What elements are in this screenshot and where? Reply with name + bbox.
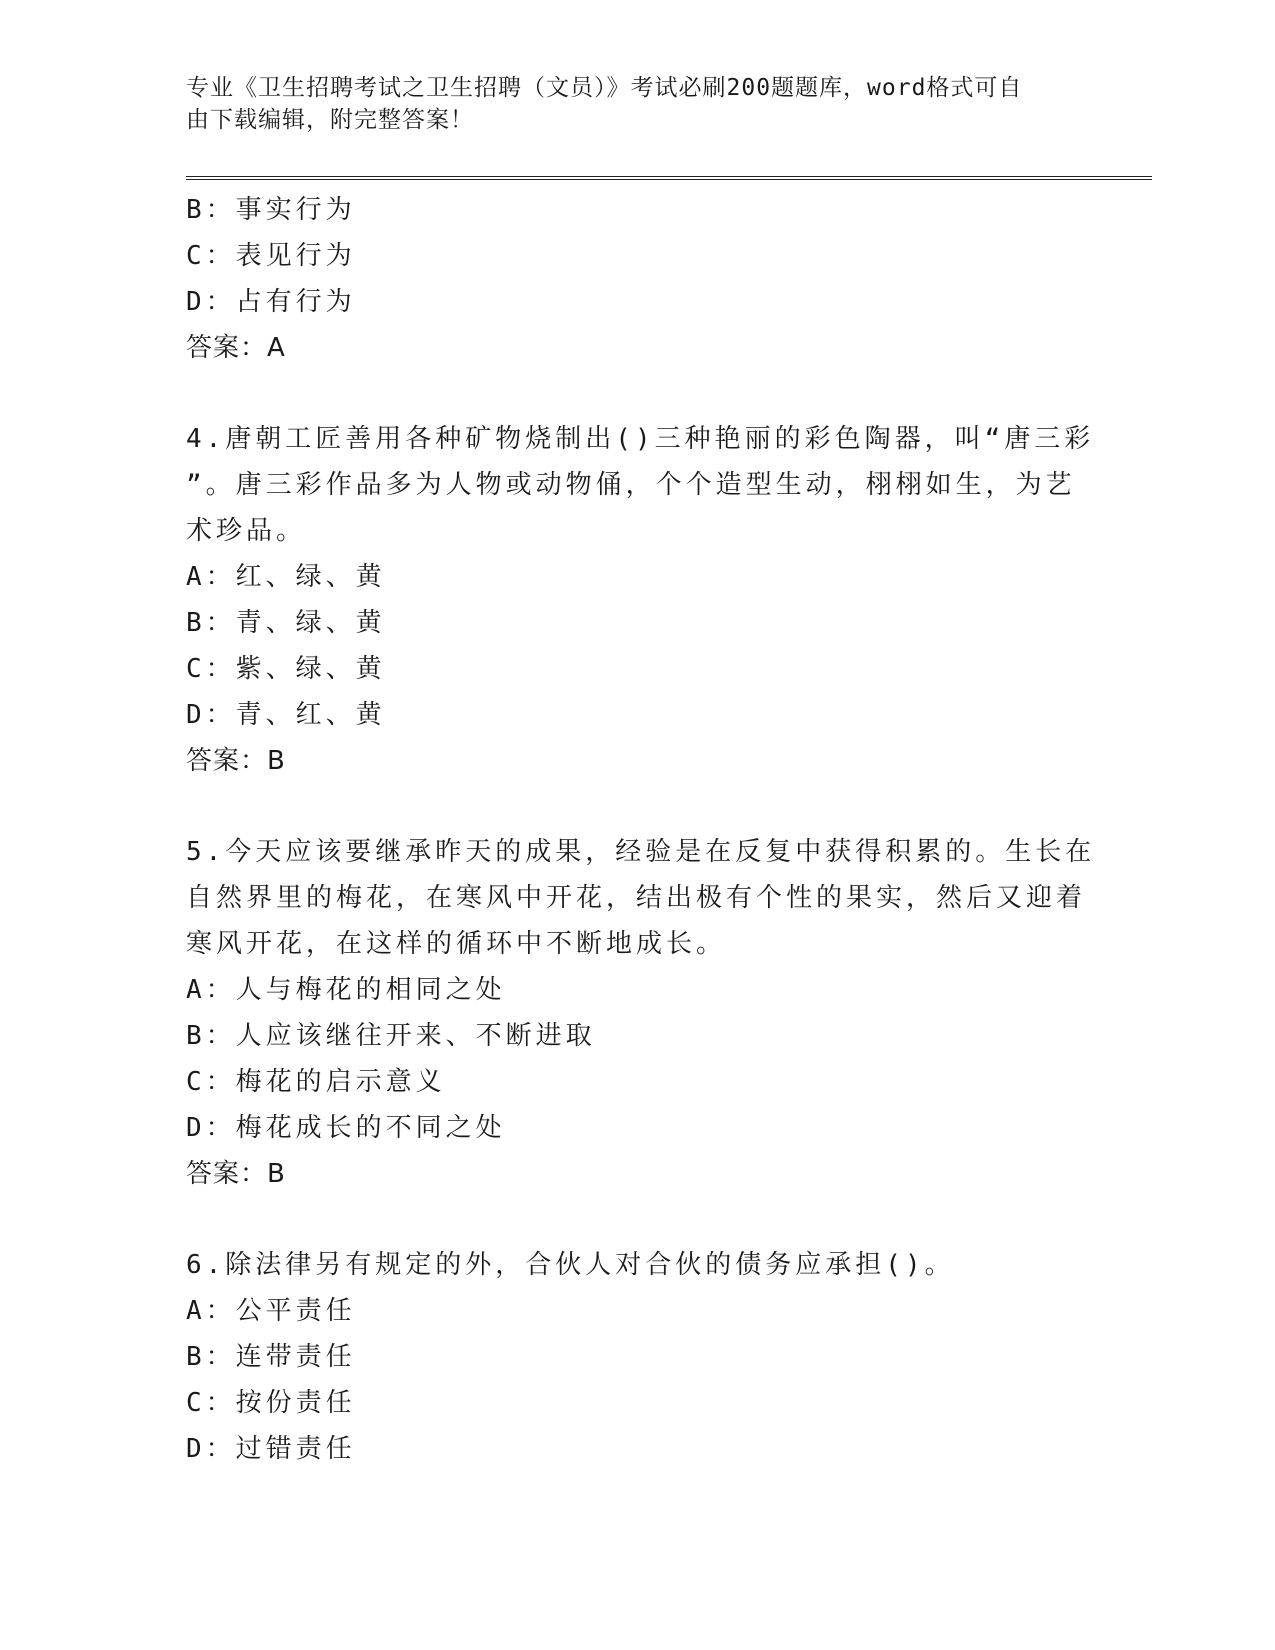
header-title-line-2: 由下载编辑，附完整答案！ (186, 107, 474, 133)
question-stem-line: ”。唐三彩作品多为人物或动物俑，个个造型生动，栩栩如生，为艺 (186, 470, 1076, 500)
option-b: B：连带责任 (186, 1342, 356, 1372)
header-title-line-1: 专业《卫生招聘考试之卫生招聘（文员）》考试必刷200题题库，word格式可自 (186, 75, 1023, 101)
option-d: D：过错责任 (186, 1434, 356, 1464)
question-5 (186, 829, 1096, 1197)
option-c: C：紫、绿、黄 (186, 654, 386, 684)
page-header (186, 72, 1066, 136)
option-d: D：青、红、黄 (186, 700, 386, 730)
option-c: C：按份责任 (186, 1388, 356, 1418)
option-d: D：梅花成长的不同之处 (186, 1113, 506, 1143)
answer-line: 答案：B (186, 746, 286, 776)
option-b: B：事实行为 (186, 195, 356, 225)
option-c: C：表见行为 (186, 241, 356, 271)
option-c: C：梅花的启示意义 (186, 1067, 446, 1097)
option-a: A：红、绿、黄 (186, 562, 386, 592)
option-d: D：占有行为 (186, 287, 356, 317)
question-stem-line: 自然界里的梅花，在寒风中开花，结出极有个性的果实，然后又迎着 (186, 883, 1087, 913)
question-stem-line: 6.除法律另有规定的外，合伙人对合伙的债务应承担()。 (186, 1250, 955, 1280)
question-list (186, 187, 1096, 1472)
header-divider (186, 176, 1152, 180)
question-stem-line: 5.今天应该要继承昨天的成果，经验是在反复中获得积累的。生长在 (186, 837, 1096, 867)
question-stem-line: 4.唐朝工匠善用各种矿物烧制出()三种艳丽的彩色陶器，叫“唐三彩 (186, 424, 1095, 454)
question-stem-line: 寒风开花，在这样的循环中不断地成长。 (186, 929, 727, 959)
question-6 (186, 1242, 1066, 1472)
question-stem-line: 术珍品。 (186, 516, 307, 546)
question-3-tail (186, 187, 1066, 371)
option-a: A：公平责任 (186, 1296, 356, 1326)
option-b: B：人应该继往开来、不断进取 (186, 1021, 596, 1051)
answer-line: 答案：A (186, 333, 286, 363)
question-4 (186, 416, 1095, 784)
option-a: A：人与梅花的相同之处 (186, 975, 506, 1005)
answer-line: 答案：B (186, 1159, 286, 1189)
option-b: B：青、绿、黄 (186, 608, 386, 638)
